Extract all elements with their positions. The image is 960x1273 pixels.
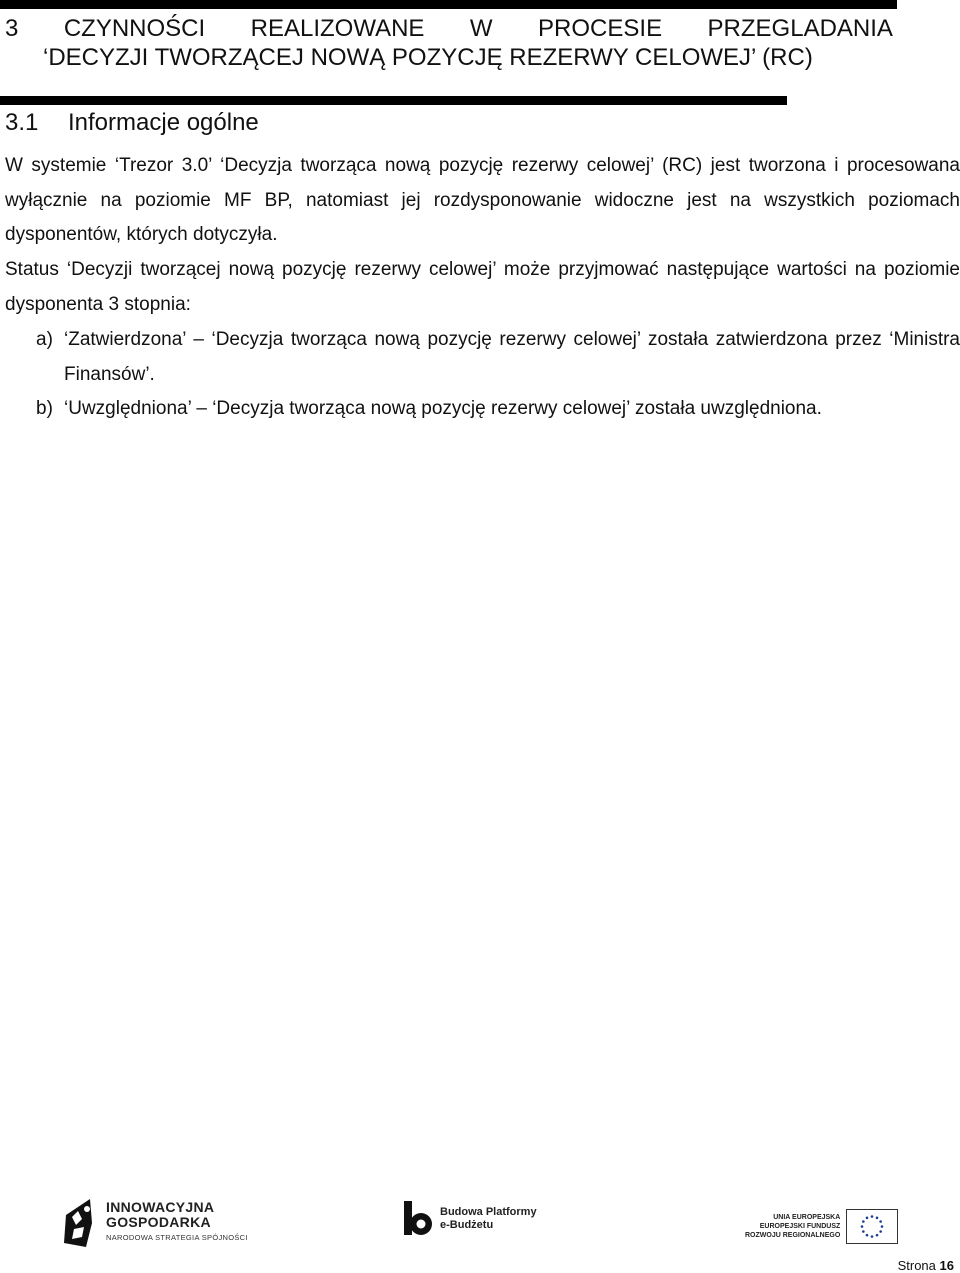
page-number-value: 16	[939, 1258, 954, 1273]
eu-flag-icon	[846, 1209, 898, 1244]
heading1-rule	[0, 0, 897, 9]
eu-star-icon	[861, 1225, 864, 1228]
heading1-word: REALIZOWANE	[250, 15, 425, 42]
heading2	[5, 108, 259, 137]
paragraph-1: W systemie ‘Trezor 3.0’ ‘Decyzja tworząca nową pozycję rezerwy celowej’ (RC) jest tworzona i procesowana wyłącznie na poziomie MF BP, natomiast jej rozdysponowanie widoczne jest na wszystkich poziomach dysponentów, których dotyczyła.	[5, 155, 960, 245]
e-budzet-b-icon	[402, 1199, 434, 1239]
list-marker: a)	[36, 329, 53, 350]
list-item-text: ‘Zatwierdzona’ – ‘Decyzja tworząca nową pozycję rezerwy celowej’ została zatwierdzona przez ‘Ministra Finansów’.	[64, 329, 960, 385]
list-item	[36, 323, 960, 392]
list-marker: b)	[36, 398, 53, 419]
logo-ue-line1: UNIA EUROPEJSKA	[773, 1214, 841, 1221]
heading1-word: W	[469, 15, 493, 42]
logo-bp-line1: Budowa Platformy	[440, 1206, 537, 1218]
list-item	[36, 392, 960, 427]
eu-star-icon	[866, 1234, 869, 1237]
budowa-platformy-logo	[402, 1199, 537, 1239]
eu-star-icon	[881, 1225, 884, 1228]
status-list	[36, 323, 960, 427]
heading1-line2: ‘DECYZJI TWORZĄCEJ NOWĄ POZYCJĘ REZERWY CELOWEJ’ (RC)	[43, 44, 813, 71]
eu-star-icon	[862, 1220, 865, 1223]
heading1	[5, 14, 893, 72]
logo-ig-line3: NARODOWA STRATEGIA SPÓJNOŚCI	[106, 1232, 248, 1242]
eu-star-icon	[880, 1220, 883, 1223]
footer-logos	[0, 1195, 960, 1255]
logo-ig-line2: GOSPODARKA	[106, 1213, 211, 1230]
heading1-line1	[5, 14, 893, 43]
heading1-word: 3	[5, 15, 19, 42]
eu-star-icon	[866, 1217, 869, 1220]
eu-star-icon	[880, 1230, 883, 1233]
heading1-word: PRZEGLADANIA	[707, 15, 893, 42]
eu-star-icon	[862, 1230, 865, 1233]
logo-ig-line1: INNOWACYJNA	[106, 1198, 215, 1215]
eu-star-icon	[876, 1234, 879, 1237]
eu-star-icon	[871, 1235, 874, 1238]
page-label: Strona	[897, 1258, 936, 1273]
logo-ue-line3: ROZWOJU REGIONALNEGO	[745, 1232, 841, 1239]
heading1-word: CZYNNOŚCI	[63, 15, 206, 42]
heading1-word: PROCESIE	[538, 15, 663, 42]
innowacyjna-gospodarka-logo	[60, 1195, 248, 1249]
unia-europejska-logo	[745, 1209, 898, 1244]
heading2-rule	[0, 96, 787, 105]
heading2-number: 3.1	[5, 109, 39, 136]
eu-star-icon	[871, 1215, 874, 1218]
logo-ue-line2: EUROPEJSKI FUNDUSZ	[759, 1223, 841, 1230]
list-item-text: ‘Uwzględniona’ – ‘Decyzja tworząca nową pozycję rezerwy celowej’ została uwzględniona.	[64, 398, 822, 419]
innowacyjna-gospodarka-emblem-icon	[60, 1195, 98, 1249]
page-number	[898, 1258, 954, 1273]
eu-star-icon	[876, 1217, 879, 1220]
paragraph-2: Status ‘Decyzji tworzącej nową pozycję rezerwy celowej’ może przyjmować następujące wartości na poziomie dysponenta 3 stopnia:	[5, 259, 960, 315]
heading2-title: Informacje ogólne	[68, 109, 259, 136]
logo-bp-line2: e-Budżetu	[440, 1219, 494, 1231]
